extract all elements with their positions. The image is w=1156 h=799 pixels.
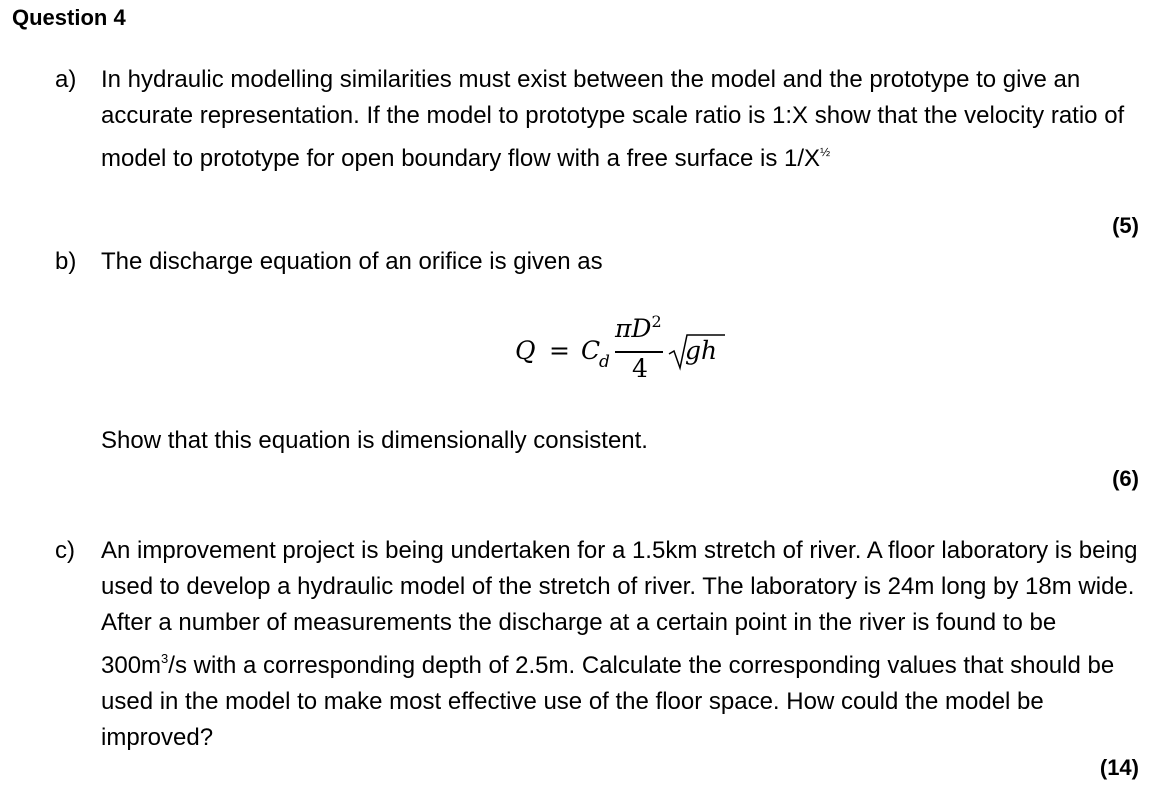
equation-coefficient: C <box>581 336 601 365</box>
part-b-instruction: Show that this equation is dimensionally consistent. <box>101 427 648 454</box>
part-c-body-start: An improvement project is being undertaken for a 1.5km stretch of river. A floor laboratory is being used to develop a hydraulic model of the stretch of river. The laboratory is 24m long by 18m wide. After a number of measurements the discharge at a certain point in the river is found to be 300m <box>101 537 1138 679</box>
part-c-marks: (14) <box>1099 755 1139 780</box>
equation-numerator-base: πD <box>615 314 652 343</box>
equation-coefficient-subscript: d <box>599 352 610 372</box>
part-a-marks: (5) <box>1112 213 1139 238</box>
part-b-marks: (6) <box>1112 466 1139 491</box>
part-c-superscript: 3 <box>161 651 169 666</box>
equation-lhs: Q <box>515 336 536 365</box>
equation-radicand: gh <box>685 336 718 365</box>
part-b-letter: b) <box>55 248 77 275</box>
equation-fraction-bar <box>615 351 663 353</box>
part-c-body-end: /s with a corresponding depth of 2.5m. Calculate the corresponding values that should be used in the model to make most effective use of the floor space. How could the model be improved? <box>101 652 1115 751</box>
question-heading: Question 4 <box>12 5 126 30</box>
equation-denominator: 4 <box>632 354 648 383</box>
equation-equals: = <box>549 336 570 365</box>
equation-numerator-exponent: 2 <box>651 312 662 331</box>
part-c-letter: c) <box>55 537 75 564</box>
part-c-text <box>101 533 1146 756</box>
part-a-text <box>101 62 1146 177</box>
equation-numerator <box>615 312 662 343</box>
part-a-exponent: ½ <box>820 145 830 159</box>
part-b-intro: The discharge equation of an orifice is given as <box>101 248 603 275</box>
part-a-body: In hydraulic modelling similarities must exist between the model and the prototype to give an accurate representation. If the model to prototype scale ratio is 1:X show that the velocity ratio of model to prototype for open boundary flow with a free surface is 1/X <box>101 66 1125 172</box>
part-a-letter: a) <box>55 66 77 93</box>
discharge-equation <box>515 312 775 392</box>
